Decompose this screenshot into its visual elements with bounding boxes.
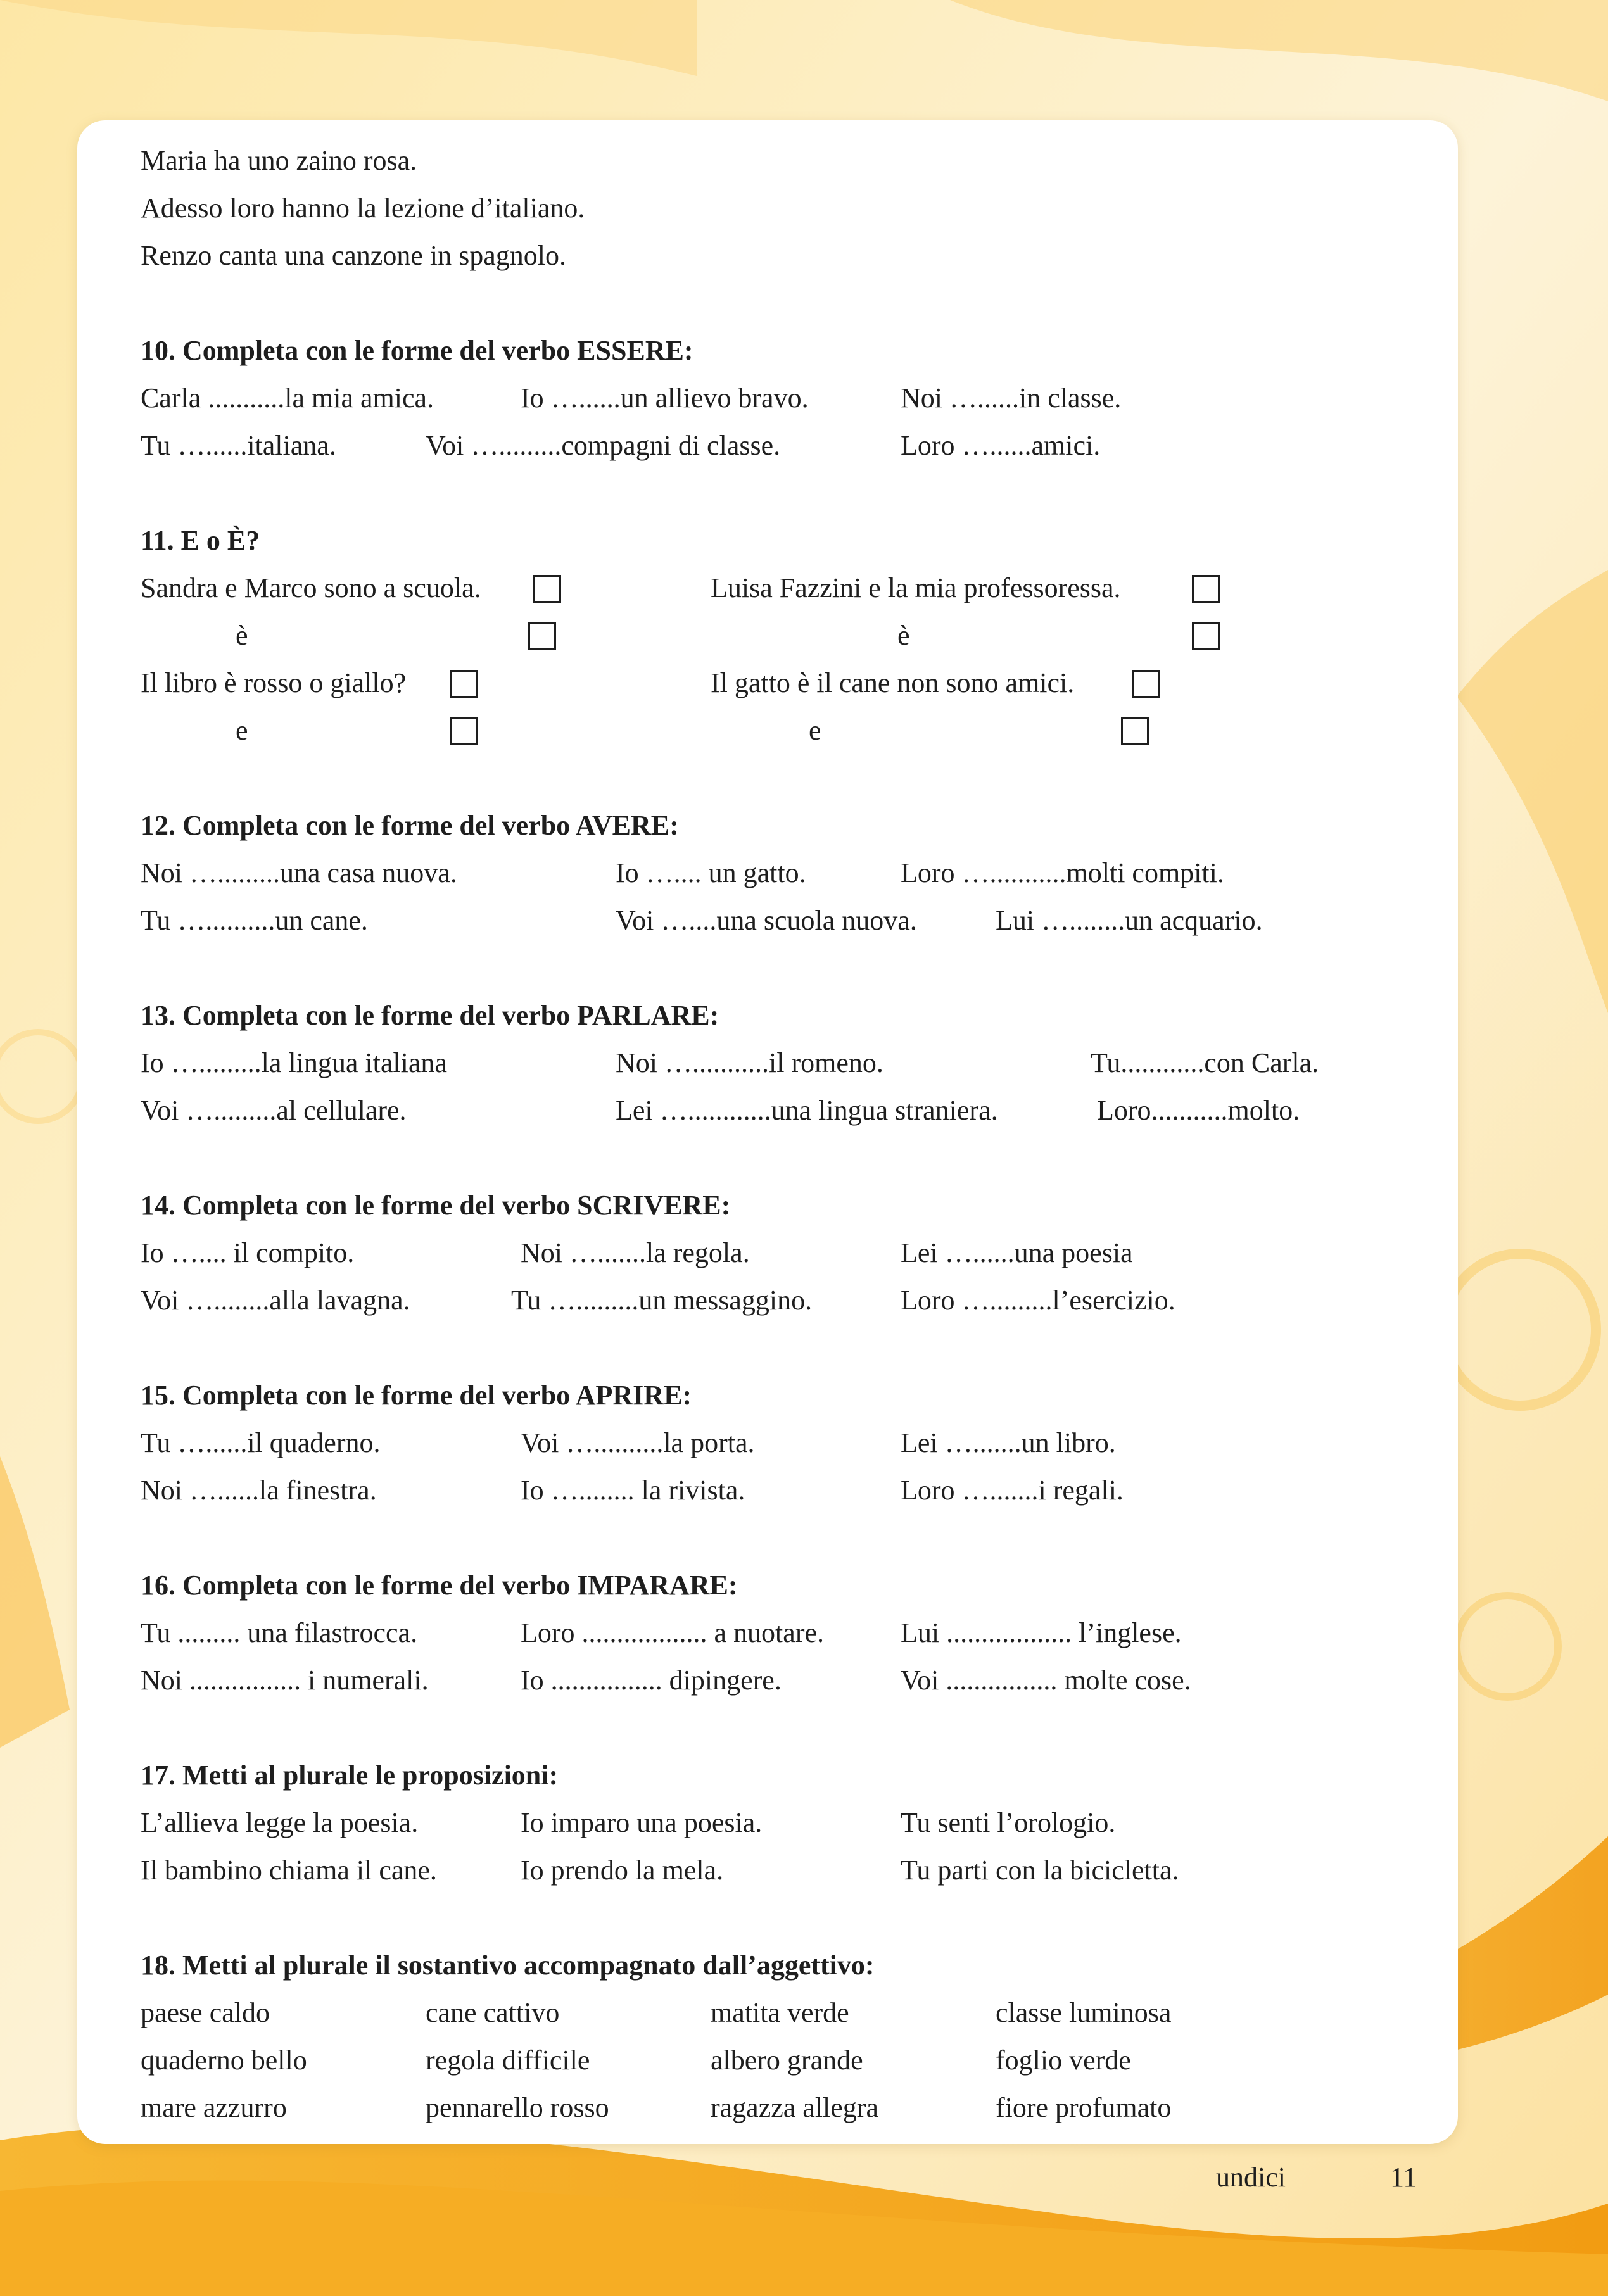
- exercise-item: classe luminosa: [996, 1997, 1172, 2028]
- sentence-right: Luisa Fazzini e la mia professoressa.: [711, 572, 1121, 603]
- exercise-item: Il bambino chiama il cane.: [141, 1855, 437, 1886]
- exercise-item: Lei ….......un libro.: [901, 1427, 1116, 1458]
- sentence-left: Sandra e Marco sono a scuola.: [141, 572, 481, 603]
- exercise-row: [141, 2036, 1407, 2084]
- exercise-title: 16. Completa con le forme del verbo IMPARARE:: [141, 1570, 738, 1601]
- exercise-row: [141, 422, 1407, 469]
- checkbox[interactable]: [1132, 670, 1160, 698]
- exercise-item: Loro ….......i regali.: [901, 1475, 1124, 1506]
- exercise-item: Lui .................. l’inglese.: [901, 1617, 1182, 1648]
- exercise-item: Voi …........alla lavagna.: [141, 1285, 410, 1316]
- checkbox[interactable]: [450, 670, 478, 698]
- exercise-item: Tu …......il quaderno.: [141, 1427, 381, 1458]
- exercise-item: Loro...........molto.: [1097, 1095, 1300, 1126]
- exercise-item: Voi ................ molte cose.: [901, 1665, 1191, 1696]
- exercise-row: [141, 659, 1407, 707]
- exercise-title: 14. Completa con le forme del verbo SCRIVERE:: [141, 1190, 731, 1221]
- exercise-item: Noi …...........il romeno.: [616, 1047, 883, 1078]
- exercise-item: Noi ................ i numerali.: [141, 1665, 429, 1696]
- exercise-row: [141, 374, 1407, 422]
- exercise-row: [141, 1989, 1407, 2036]
- option-label: è: [897, 620, 910, 651]
- exercise-row: [141, 2084, 1407, 2131]
- option-label: è: [236, 620, 248, 651]
- exercise-row: [141, 897, 1407, 944]
- exercise-row: [141, 1467, 1407, 1514]
- exercise-item: Noi ….........una casa nuova.: [141, 857, 457, 888]
- exercise-item: Io …........ la rivista.: [521, 1475, 745, 1506]
- exercise-item: paese caldo: [141, 1997, 270, 2028]
- exercise-row: [141, 1609, 1407, 1656]
- exercise-14: [141, 1182, 1407, 1324]
- exercise-item: Tu …......italiana.: [141, 430, 336, 461]
- intro-line: Renzo canta una canzone in spagnolo.: [141, 240, 566, 271]
- worksheet-card: [77, 120, 1458, 2144]
- exercise-title: 12. Completa con le forme del verbo AVERE:: [141, 810, 679, 841]
- page-word: undici: [1216, 2162, 1286, 2193]
- exercise-row: [141, 1799, 1407, 1846]
- exercise-item: regola difficile: [426, 2045, 590, 2076]
- exercise-title: 15. Completa con le forme del verbo APRIRE:: [141, 1380, 692, 1411]
- exercise-title: 17. Metti al plurale le proposizioni:: [141, 1760, 559, 1791]
- intro-line: Maria ha uno zaino rosa.: [141, 145, 417, 176]
- exercise-item: ragazza allegra: [711, 2092, 878, 2123]
- checkbox[interactable]: [450, 717, 478, 745]
- exercise-row: [141, 707, 1407, 754]
- exercise-item: Lei …......una poesia: [901, 1237, 1133, 1268]
- exercise-row: [141, 1039, 1407, 1087]
- exercise-item: Tu............con Carla.: [1091, 1047, 1319, 1078]
- exercise-item: L’allieva legge la poesia.: [141, 1807, 419, 1838]
- exercise-item: Io prendo la mela.: [521, 1855, 724, 1886]
- exercise-item: Noi ….......la regola.: [521, 1237, 750, 1268]
- exercise-item: foglio verde: [996, 2045, 1131, 2076]
- checkbox[interactable]: [533, 575, 561, 603]
- exercise-17: [141, 1751, 1407, 1894]
- exercise-row: [141, 1419, 1407, 1467]
- exercise-item: pennarello rosso: [426, 2092, 609, 2123]
- exercise-13: [141, 992, 1407, 1134]
- checkbox[interactable]: [1192, 575, 1220, 603]
- exercise-title: 13. Completa con le forme del verbo PARLARE:: [141, 1000, 719, 1031]
- checkbox[interactable]: [1192, 622, 1220, 650]
- exercise-item: Io imparo una poesia.: [521, 1807, 763, 1838]
- exercise-row: [141, 564, 1407, 612]
- exercise-item: Lui …........un acquario.: [996, 905, 1263, 936]
- exercise-16: [141, 1561, 1407, 1704]
- exercise-item: Voi …..........la porta.: [521, 1427, 755, 1458]
- exercise-item: Io ….... un gatto.: [616, 857, 806, 888]
- exercise-11: [141, 517, 1407, 754]
- exercise-item: Loro .................. a nuotare.: [521, 1617, 824, 1648]
- exercise-item: Loro …......amici.: [901, 430, 1101, 461]
- exercise-10: [141, 327, 1407, 469]
- exercise-item: Io …......un allievo bravo.: [521, 382, 809, 413]
- exercise-item: Noi …......la finestra.: [141, 1475, 377, 1506]
- exercise-item: Voi ….........compagni di classe.: [426, 430, 781, 461]
- exercise-item: Io ................ dipingere.: [521, 1665, 782, 1696]
- exercise-item: mare azzurro: [141, 2092, 287, 2123]
- exercise-row: [141, 849, 1407, 897]
- exercise-item: albero grande: [711, 2045, 863, 2076]
- exercise-item: Tu …..........un cane.: [141, 905, 368, 936]
- exercise-row: [141, 1656, 1407, 1704]
- intro-line: Adesso loro hanno la lezione d’italiano.: [141, 192, 585, 224]
- exercise-18: [141, 1941, 1407, 2131]
- exercise-item: Tu parti con la bicicletta.: [901, 1855, 1179, 1886]
- exercise-title: 18. Metti al plurale il sostantivo accompagnato dall’aggettivo:: [141, 1950, 875, 1981]
- exercise-item: Tu senti l’orologio.: [901, 1807, 1116, 1838]
- exercise-title: 10. Completa con le forme del verbo ESSERE:: [141, 335, 693, 366]
- exercise-item: Noi …......in classe.: [901, 382, 1122, 413]
- exercise-item: Voi …....una scuola nuova.: [616, 905, 917, 936]
- exercise-item: Tu ......... una filastrocca.: [141, 1617, 418, 1648]
- page-number: 11: [1390, 2162, 1417, 2193]
- exercise-item: Lei …............una lingua straniera.: [616, 1095, 998, 1126]
- option-label: e: [236, 715, 248, 746]
- exercise-item: matita verde: [711, 1997, 849, 2028]
- exercise-row: [141, 612, 1407, 659]
- exercise-row: [141, 1087, 1407, 1134]
- exercise-row: [141, 1846, 1407, 1894]
- exercise-item: Io ….... il compito.: [141, 1237, 355, 1268]
- exercise-item: Tu ….........un messaggino.: [511, 1285, 813, 1316]
- exercise-row: [141, 1277, 1407, 1324]
- worksheet-content: [141, 120, 1407, 2131]
- exercise-item: fiore profumato: [996, 2092, 1172, 2123]
- exercise-item: Loro ….........l’esercizio.: [901, 1285, 1175, 1316]
- intro-sentences: [141, 120, 1407, 279]
- exercise-15: [141, 1372, 1407, 1514]
- exercise-12: [141, 802, 1407, 944]
- exercise-title: 11. E o È?: [141, 525, 260, 556]
- sentence-left: Il libro è rosso o giallo?: [141, 667, 407, 698]
- checkbox[interactable]: [1121, 717, 1149, 745]
- exercise-item: Voi ….........al cellulare.: [141, 1095, 407, 1126]
- exercise-item: Io ….........la lingua italiana: [141, 1047, 447, 1078]
- exercise-item: quaderno bello: [141, 2045, 307, 2076]
- exercise-item: Loro …...........molti compiti.: [901, 857, 1224, 888]
- exercise-item: cane cattivo: [426, 1997, 560, 2028]
- exercise-row: [141, 1229, 1407, 1277]
- exercise-item: Carla ...........la mia amica.: [141, 382, 434, 413]
- sentence-right: Il gatto è il cane non sono amici.: [711, 667, 1075, 698]
- option-label: e: [809, 715, 821, 746]
- checkbox[interactable]: [528, 622, 556, 650]
